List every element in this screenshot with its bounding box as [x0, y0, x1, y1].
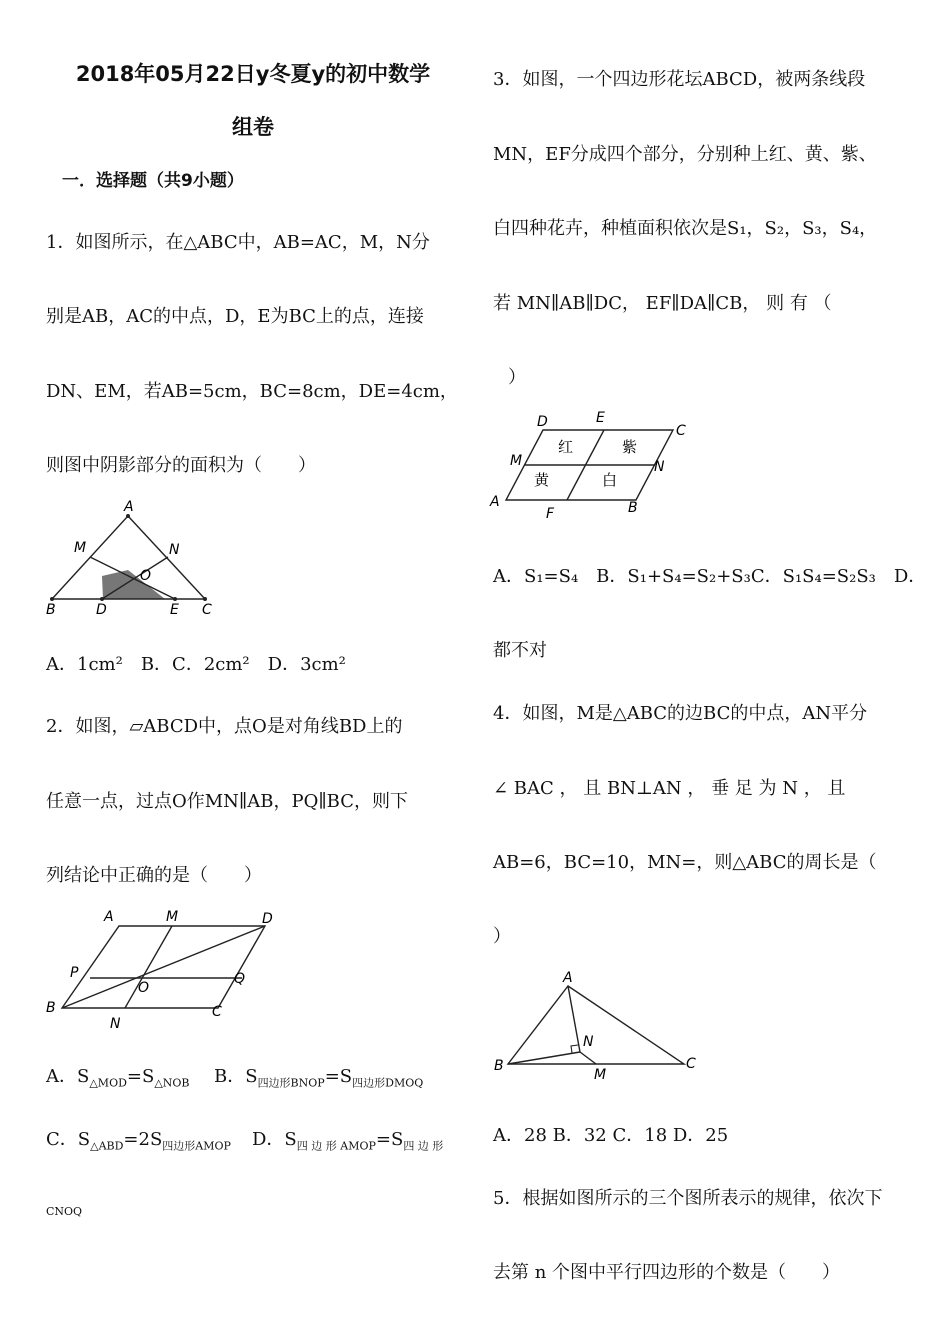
q2-option-b: B．$S_{四边形BNOP}=S_{四边形DMOQ}$	[214, 1066, 424, 1090]
q4-label-c: C	[686, 1056, 696, 1072]
q2-label-m: M	[166, 909, 179, 925]
q1-label-b: B	[46, 602, 56, 618]
page-title: 2018年05月22日y冬夏y的初中数学	[75, 62, 431, 86]
q3-options: A．S₁=S₄ B．S₁+S₄=S₂+S₃C．S₁S₄=S₂S₃ D．	[493, 566, 927, 587]
q1-shaded-region	[102, 570, 165, 599]
q3-label-f: F	[546, 506, 555, 522]
q2-line-2: 任意一点，过点O作MN∥AB，PQ∥BC，则下	[46, 791, 408, 812]
q3-region-white: 白	[602, 471, 618, 489]
q3-label-n: N	[654, 459, 665, 475]
q4-line-4: ）	[493, 926, 511, 947]
page-title-line2: 组卷	[232, 115, 274, 139]
q1-line-3: DN、EM，若AB=5cm，BC=8cm，DE=4cm，	[46, 381, 458, 402]
q2-option-d-tail: CNOQ	[46, 1205, 83, 1218]
q4-label-a: A	[563, 970, 573, 986]
q3-region-yellow: 黄	[534, 471, 550, 489]
q1-line-4: 则图中阴影部分的面积为（ ）	[46, 455, 316, 476]
q1-label-m: M	[74, 540, 87, 556]
q3-line-1: 3．如图，一个四边形花坛ABCD，被两条线段	[493, 69, 866, 90]
q3-label-m: M	[510, 453, 523, 469]
q1-label-n: N	[169, 542, 180, 558]
q3-label-a: A	[490, 494, 500, 510]
q2-option-a: A．$S_{\triangle MOD}=S_{\triangle NOB}$	[46, 1066, 190, 1090]
q2-option-d: D．$S_{四 边 形 AMOP}=S_{四 边 形}$	[252, 1129, 444, 1153]
q2-label-a: A	[104, 909, 114, 925]
q3-line-2: MN，EF分成四个部分，分别种上红、黄、紫、	[493, 144, 877, 165]
q4-triangle-figure	[488, 968, 708, 1083]
q3-line-3: 白四种花卉，种植面积依次是S₁，S₂，S₃，S₄，	[493, 218, 878, 239]
q2-option-c: C．$S_{\triangle ABD}=2S_{四边形AMOP}$	[46, 1129, 231, 1153]
q4-label-n: N	[583, 1034, 594, 1050]
q4-line-1: 4．如图，M是△ABC的边BC的中点，AN平分	[493, 703, 868, 724]
q1-label-a: A	[124, 499, 134, 515]
q3-region-red: 红	[558, 438, 574, 456]
q1-label-d: D	[96, 602, 107, 618]
q5-line-1: 5．根据如图所示的三个图所表示的规律，依次下	[493, 1188, 883, 1209]
q1-label-e: E	[170, 602, 179, 618]
q1-line-1: 1．如图所示，在△ABC中，AB=AC，M，N分	[46, 232, 430, 253]
q4-label-m: M	[594, 1067, 607, 1083]
q4-label-b: B	[494, 1058, 504, 1074]
q2-line-3: 列结论中正确的是（ ）	[46, 865, 262, 886]
q3-label-b: B	[628, 500, 638, 516]
q1-line-2: 别是AB，AC的中点，D，E为BC上的点，连接	[46, 306, 424, 327]
q3-region-purple: 紫	[622, 438, 638, 456]
q2-label-q: Q	[234, 971, 246, 987]
q2-label-b: B	[46, 1000, 56, 1016]
section-heading: 一．选择题（共9小题）	[62, 171, 244, 191]
q3-line-4: 若 MN∥AB∥DC， EF∥DA∥CB， 则 有 （	[493, 293, 832, 314]
q1-triangle-figure	[40, 496, 230, 621]
q1-options: A．1cm² B．C．2cm² D．3cm²	[46, 654, 346, 675]
q2-label-c: C	[212, 1004, 222, 1020]
q2-label-n: N	[110, 1016, 121, 1032]
q2-label-p: P	[70, 965, 79, 981]
q3-line-5: ）	[508, 367, 526, 388]
q4-options: A．28 B．32 C．18 D．25	[493, 1125, 729, 1146]
q1-label-o: O	[140, 568, 152, 584]
q2-label-d: D	[262, 911, 273, 927]
q4-line-2: ∠ BAC ， 且 BN⊥AN ， 垂 足 为 N ， 且	[493, 778, 846, 799]
q4-line-3: AB=6，BC=10，MN=，则△ABC的周长是（	[493, 852, 877, 873]
q2-label-o: O	[138, 980, 150, 996]
q3-label-e: E	[596, 410, 605, 426]
q1-label-c: C	[202, 602, 212, 618]
q3-options-tail: 都不对	[493, 640, 547, 661]
q2-line-1: 2．如图，▱ABCD中，点O是对角线BD上的	[46, 716, 403, 737]
q3-flowerbed-figure	[486, 404, 696, 524]
q3-label-c: C	[676, 423, 686, 439]
q5-line-2: 去第 n 个图中平行四边形的个数是（ ）	[493, 1262, 841, 1283]
q2-parallelogram-figure	[40, 904, 285, 1034]
q3-label-d: D	[537, 414, 548, 430]
